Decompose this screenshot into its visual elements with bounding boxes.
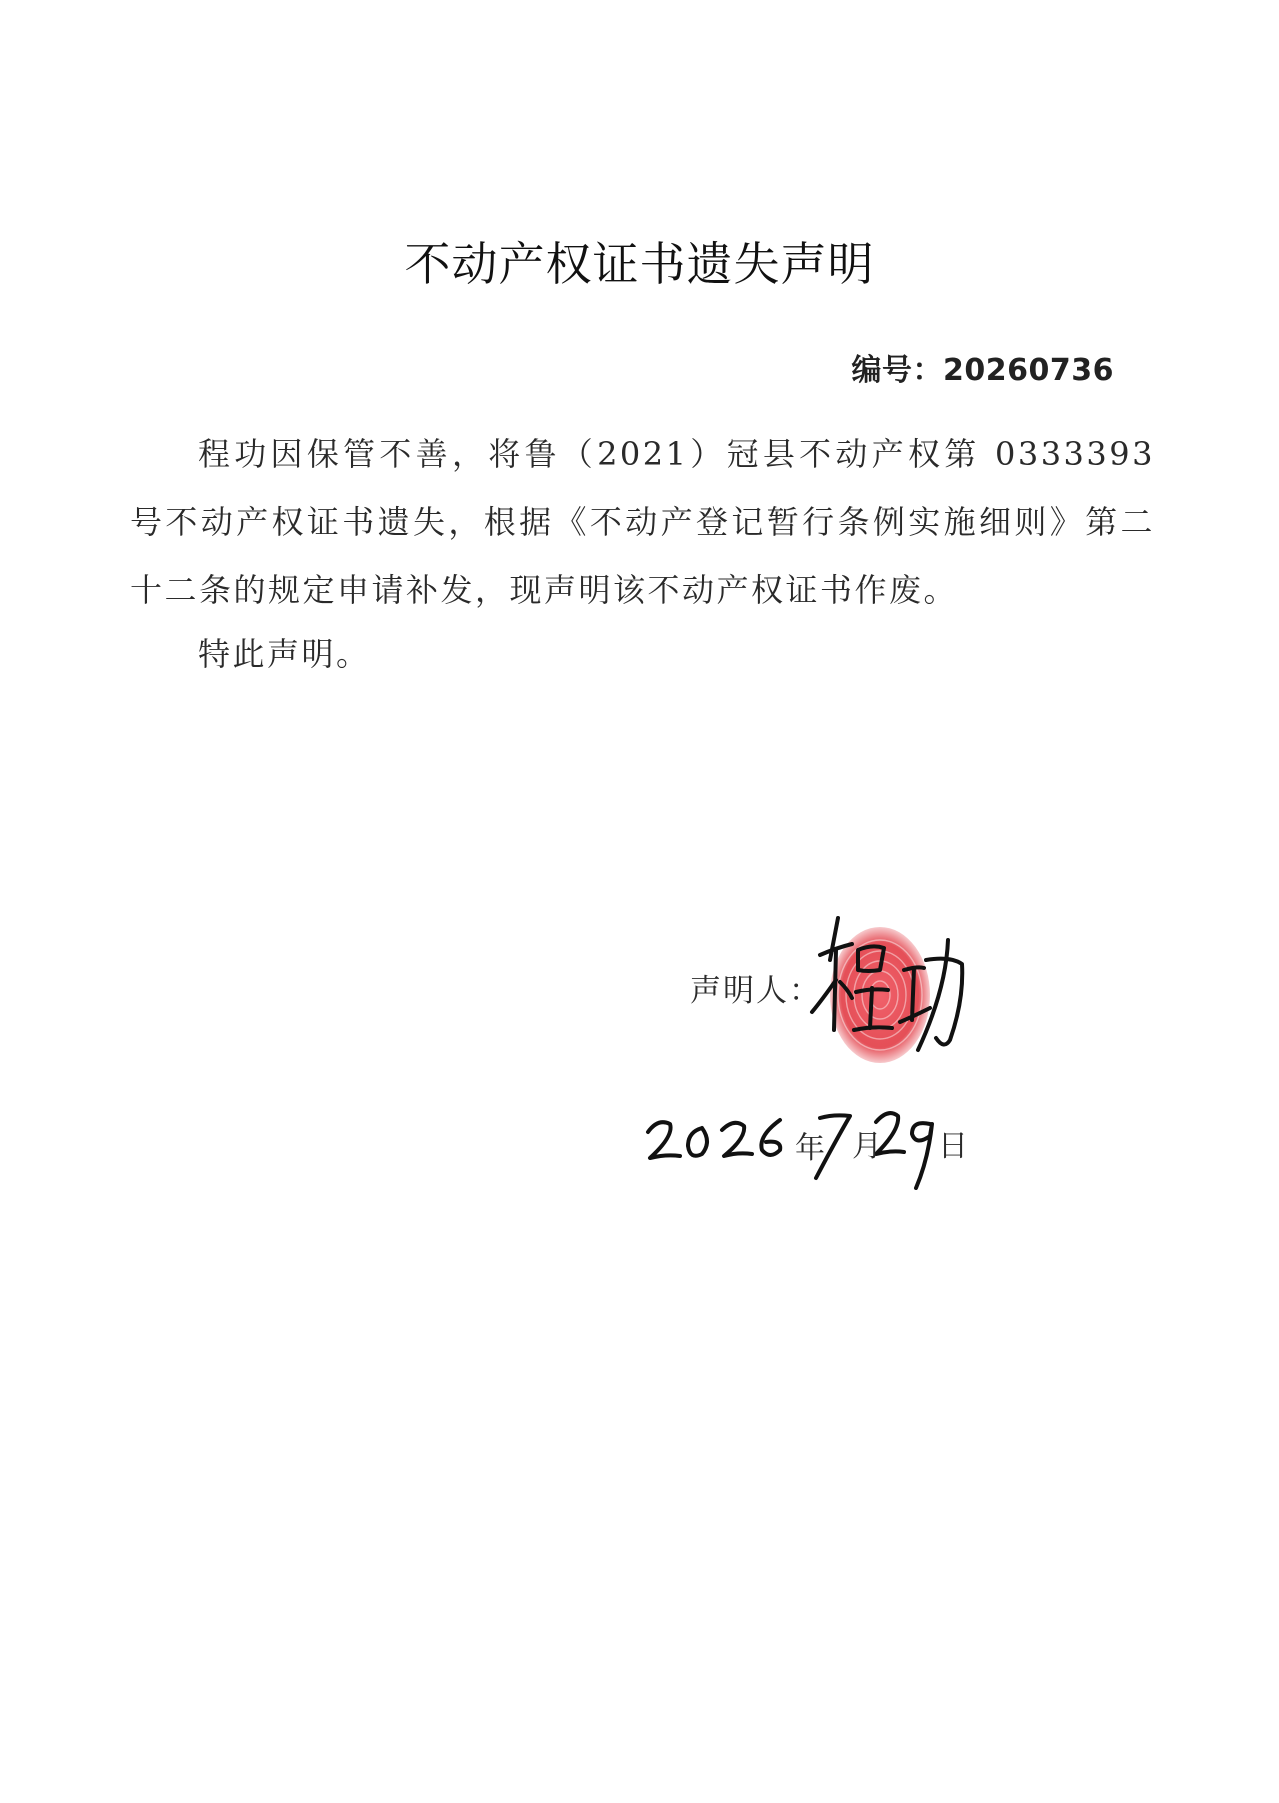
- month-unit: 月: [852, 1129, 882, 1164]
- declarant-label: 声明人：: [690, 973, 822, 1009]
- year-unit: 年: [795, 1131, 825, 1166]
- document-title: 不动产权证书遗失声明: [404, 237, 875, 291]
- declaration-paragraph: 程功因保管不善，将鲁（2021）冠县不动产权第 0333393 号不动产权证书遗失，根据《不动产登记暂行条例实施细则》第二十二条的规定申请补发，现声明该不动产权证书作废。: [130, 435, 1155, 609]
- signature-with-fingerprint: [800, 900, 980, 1100]
- document-number: 编号：20260736: [851, 353, 1114, 388]
- closing-statement: 特此声明。: [198, 635, 371, 673]
- handwritten-date: [640, 1080, 1000, 1190]
- day-unit: 日: [938, 1129, 968, 1164]
